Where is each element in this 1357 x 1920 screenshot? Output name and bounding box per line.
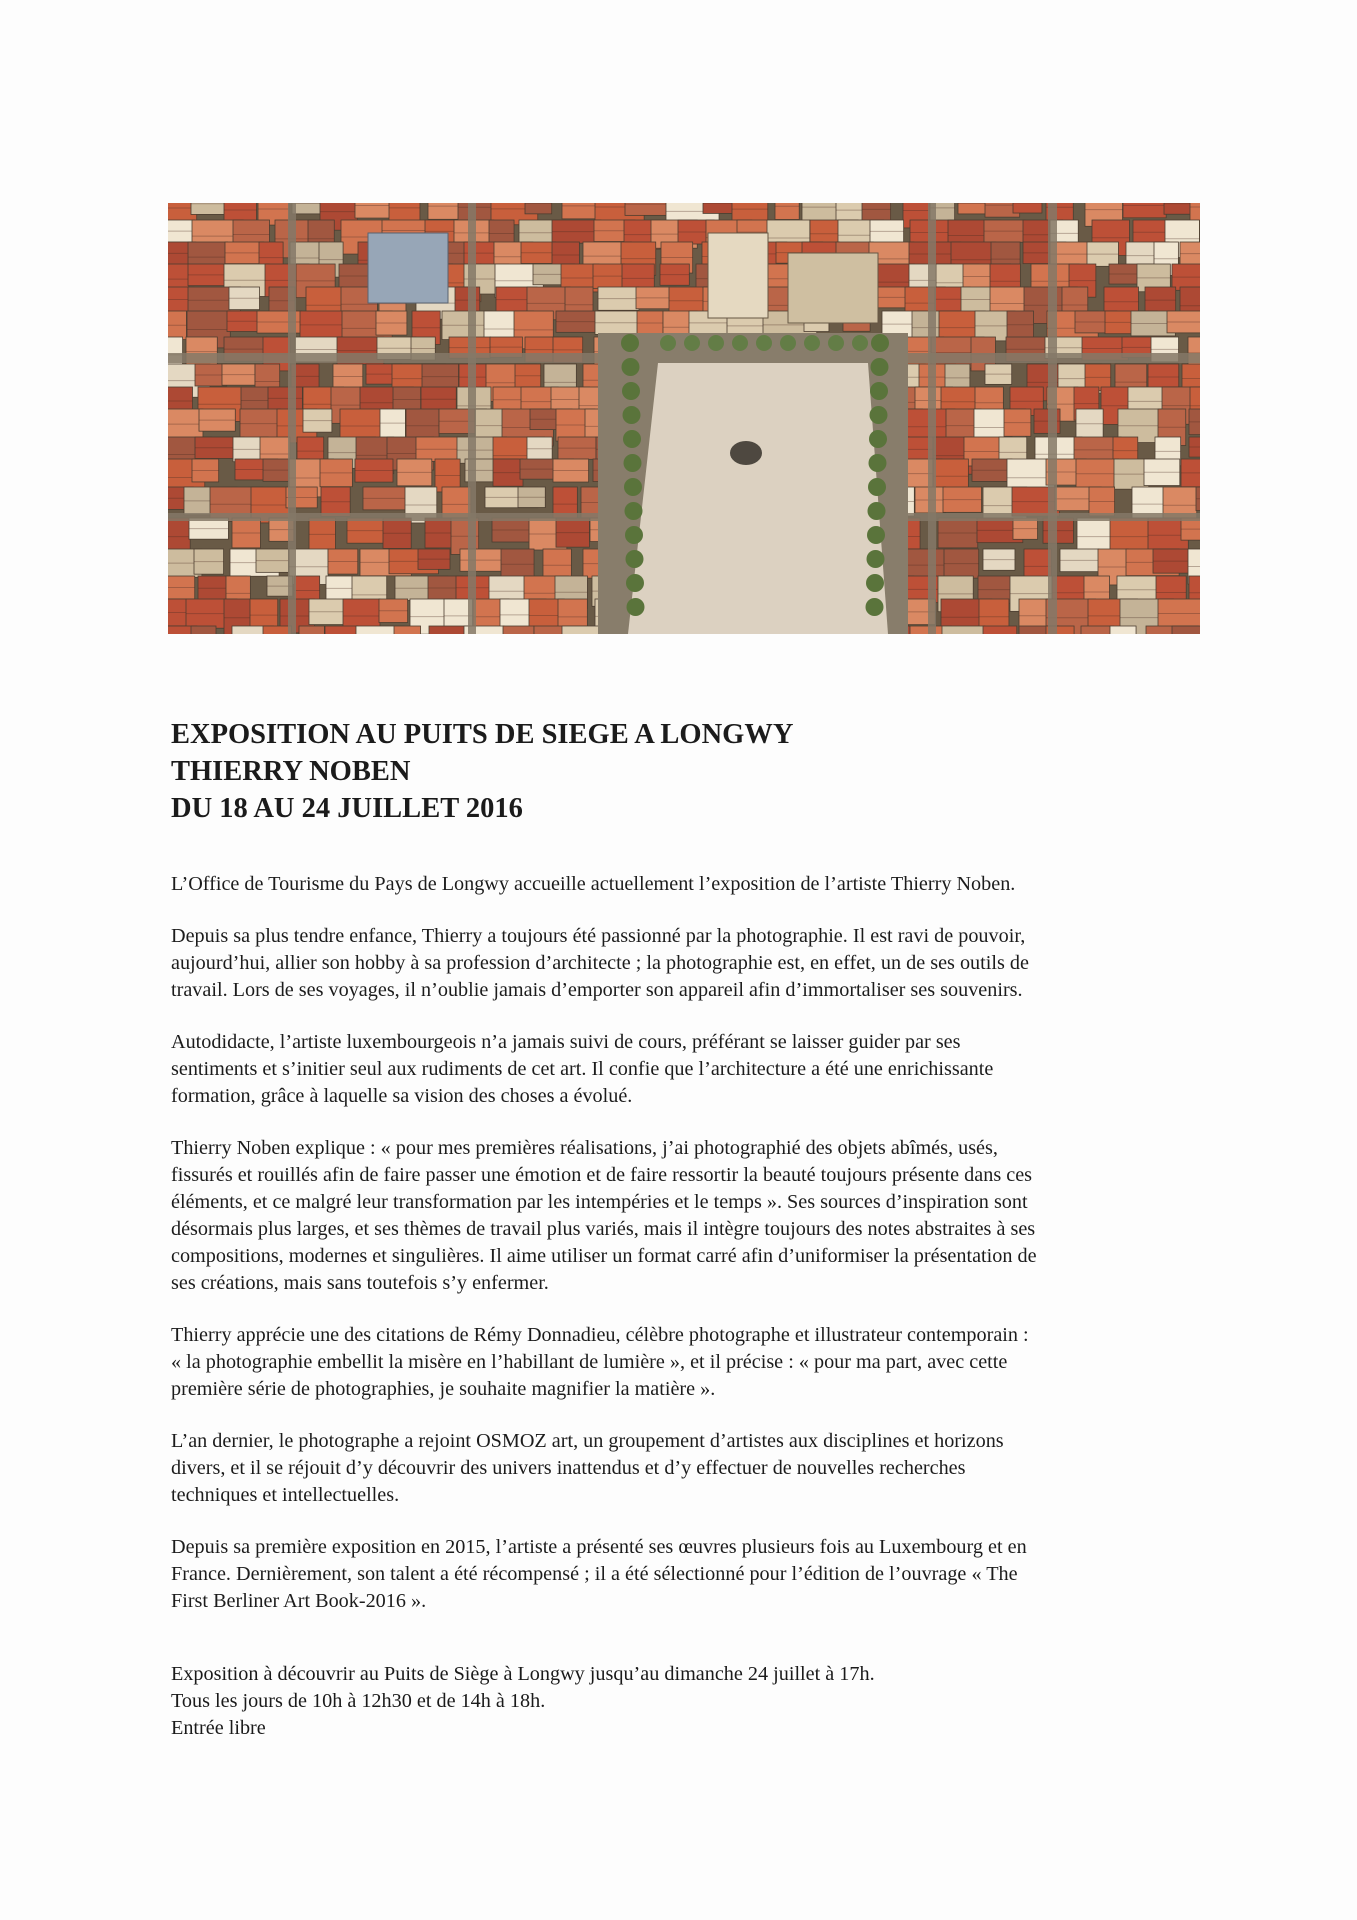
text-line: désormais plus larges, et ses thèmes de travail plus variés, mais il intègre toujours des notes abstraites à ses	[171, 1218, 1036, 1240]
text-line: Thierry apprécie une des citations de Rémy Donnadieu, célèbre photographe et illustrateur contemporain :	[171, 1324, 1029, 1346]
article-body	[171, 871, 1211, 1615]
text-line: Autodidacte, l’artiste luxembourgeois n’a jamais suivi de cours, préférant se laisser guider par ses	[171, 1031, 961, 1053]
exhibition-info	[171, 1661, 1211, 1742]
opening-hours: Tous les jours de 10h à 12h30 et de 14h à 18h.	[171, 1690, 546, 1712]
aerial-town-photo	[168, 203, 1200, 634]
article-content	[171, 716, 1211, 1742]
text-line: sentiments et s’initier seul aux rudiments de cet art. Il confie que l’architecture a été une enrichissante	[171, 1058, 994, 1080]
text-line: techniques et intellectuelles.	[171, 1484, 400, 1506]
text-line: première série de photographies, je souhaite magnifier la matière ».	[171, 1378, 716, 1400]
text-line: L’Office de Tourisme du Pays de Longwy accueille actuellement l’exposition de l’artiste Thierry Noben.	[171, 873, 1016, 895]
heading-line-2: THIERRY NOBEN	[171, 756, 411, 787]
photo-haze	[168, 203, 1200, 634]
text-line: Depuis sa plus tendre enfance, Thierry a toujours été passionné par la photographie. Il est ravi de pouvoir,	[171, 925, 1026, 947]
article-heading	[171, 716, 1211, 827]
text-line: compositions, modernes et singulières. Il aime utiliser un format carré afin d’uniformiser la présentation de	[171, 1245, 1037, 1267]
paragraph-2	[171, 923, 1211, 1004]
paragraph-6	[171, 1428, 1211, 1509]
text-line: First Berliner Art Book-2016 ».	[171, 1590, 427, 1612]
text-line: fissurés et rouillés afin de faire passer une émotion et de faire ressortir la beauté toujours présente dans ces	[171, 1164, 1033, 1186]
paragraph-7	[171, 1534, 1211, 1615]
aerial-town-illustration	[168, 203, 1200, 634]
paragraph-5	[171, 1322, 1211, 1403]
text-line: éléments, et ce malgré leur transformation par les intempéries et le temps ». Ses sources d’inspiration sont	[171, 1191, 1028, 1213]
text-line: Depuis sa première exposition en 2015, l’artiste a présenté ses œuvres plusieurs fois au Luxembourg et en	[171, 1536, 1027, 1558]
text-line: France. Dernièrement, son talent a été récompensé ; il a été sélectionné pour l’édition de l’ouvrage « The	[171, 1563, 1018, 1585]
text-line: divers, et il se réjouit d’y découvrir des univers inattendus et d’y effectuer de nouvelles recherches	[171, 1457, 966, 1479]
text-line: aujourd’hui, allier son hobby à sa profession d’architecte ; la photographie est, en effet, un de ses outils de	[171, 952, 1029, 974]
heading-line-3: DU 18 AU 24 JUILLET 2016	[171, 793, 523, 824]
paragraph-4	[171, 1135, 1211, 1297]
paragraph-3	[171, 1029, 1211, 1110]
heading-line-1: EXPOSITION AU PUITS DE SIEGE A LONGWY	[171, 719, 794, 750]
text-line: travail. Lors de ses voyages, il n’oublie jamais d’emporter son appareil afin d’immortaliser ses souvenirs.	[171, 979, 1023, 1001]
exhibition-dates: Exposition à découvrir au Puits de Siège à Longwy jusqu’au dimanche 24 juillet à 17h.	[171, 1663, 875, 1685]
text-line: Thierry Noben explique : « pour mes premières réalisations, j’ai photographié des objets abîmés, usés,	[171, 1137, 998, 1159]
text-line: ses créations, mais sans toutefois s’y enfermer.	[171, 1272, 549, 1294]
admission-info: Entrée libre	[171, 1717, 266, 1739]
paragraph-1	[171, 871, 1211, 898]
text-line: « la photographie embellit la misère en l’habillant de lumière », et il précise : « pour ma part, avec cette	[171, 1351, 1008, 1373]
text-line: formation, grâce à laquelle sa vision des choses a évolué.	[171, 1085, 633, 1107]
text-line: L’an dernier, le photographe a rejoint OSMOZ art, un groupement d’artistes aux disciplines et horizons	[171, 1430, 1004, 1452]
